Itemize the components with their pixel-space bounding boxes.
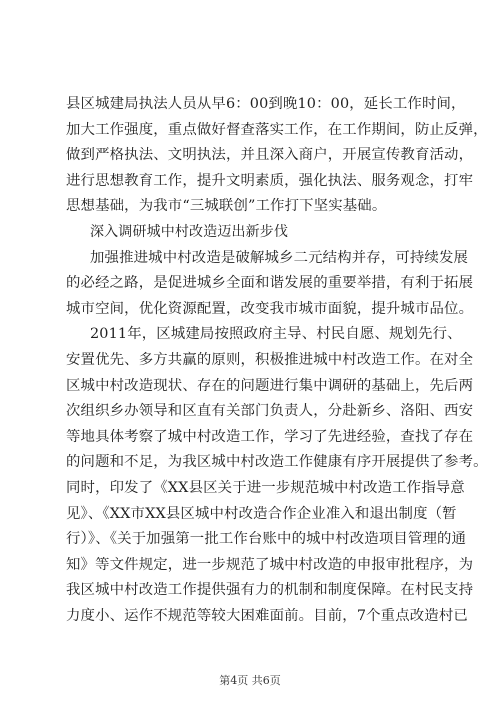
- text-line: 等地具体考察了城中村改造工作，学习了先进经验，查找了存在: [66, 428, 474, 445]
- text-line: 力度小、运作不规范等较大困难面前。目前，7个重点改造村已: [66, 607, 468, 624]
- text-line: 次组织乡办领导和区直有关部门负责人，分赴新乡、洛阳、西安: [66, 403, 474, 420]
- text-line: 城市空间，优化资源配置，改变我市城市面貌，提升城市品位。: [66, 300, 474, 317]
- text-line: 2011年，区城建局按照政府主导、村民自愿、规划先行、: [90, 326, 462, 343]
- text-line: 我区城中村改造工作提供强有力的机制和制度保障。在村民支持: [66, 582, 474, 599]
- text-line: 做到严格执法、文明执法，并且深入商户，开展宣传教育活动，: [66, 147, 474, 164]
- text-line: 见》、《XX市XX县区城中村改造合作企业准入和退出制度（暂: [66, 505, 457, 522]
- text-line: 县区城建局执法人员从早6：00到晚10：00，延长工作时间，: [66, 96, 466, 112]
- text-line: 的问题和不足，为我区城中村改造工作健康有序开展提供了参考。: [66, 454, 488, 471]
- text-line: 同时，印发了《XX县区关于进一步规范城中村改造工作指导意: [66, 479, 465, 496]
- text-line: 安置优先、多方共赢的原则，积极推进城中村改造工作。在对全: [66, 351, 474, 368]
- page-number-footer: 第4页 共6页: [219, 674, 281, 687]
- text-line: 加强推进城中村改造是破解城乡二元结构并存，可持续发展: [90, 249, 469, 266]
- text-line: 思想基础，为我市“三城联创”工作打下坚实基础。: [66, 198, 387, 215]
- text-line: 行）》、《关于加强第一批工作台账中的城中村改造项目管理的通: [66, 531, 467, 548]
- text-line: 进行思想教育工作，提升文明素质，强化执法、服务观念，打牢: [66, 172, 474, 189]
- text-line: 区城中村改造现状、存在的问题进行集中调研的基础上，先后两: [66, 377, 474, 394]
- section-heading: 深入调研城中村改造迈出新步伐: [90, 223, 289, 240]
- text-line: 知》等文件规定，进一步规范了城中村改造的申报审批程序，为: [66, 556, 474, 573]
- text-line: 加大工作强度，重点做好督查落实工作，在工作期间，防止反弹，: [66, 121, 488, 138]
- document-body: [66, 92, 488, 629]
- text-line: 的必经之路，是促进城乡全面和谐发展的重要举措，有利于拓展: [66, 275, 474, 292]
